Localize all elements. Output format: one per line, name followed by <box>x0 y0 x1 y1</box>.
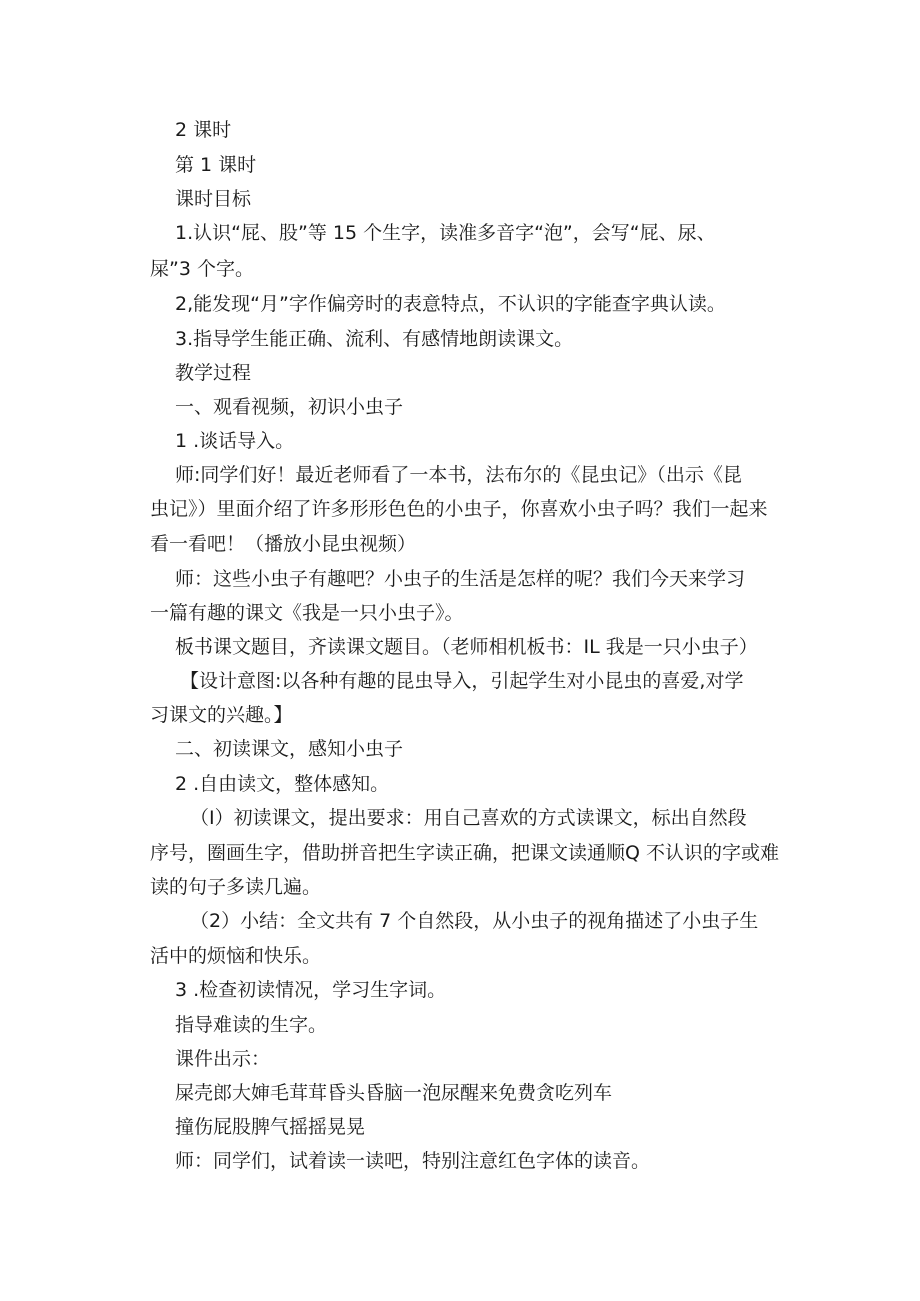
design-intent-note: 习课文的兴趣。】 <box>150 704 293 726</box>
text-line: 序号，圈画生字，借助拼音把生字读正确，把课文读通顺Q 不认识的字或难 <box>150 842 779 864</box>
text-line: 1 .谈话导入。 <box>175 430 295 452</box>
text-line: 2 课时 <box>175 119 232 141</box>
text-line: 屎”3 个字。 <box>150 258 254 280</box>
text-line: 教学过程 <box>175 362 252 384</box>
text-line: 虫记》）里面介绍了许多形形色色的小虫子，你喜欢小虫子吗？我们一起来 <box>150 498 768 520</box>
text-line: 看一看吧！（播放小昆虫视频） <box>150 533 417 555</box>
text-line: 2 .自由读文，整体感知。 <box>175 773 390 795</box>
text-line: 指导难读的生字。 <box>175 1014 328 1036</box>
text-line: 1.认识“屁、股”等 15 个生字，读准多音字“泡”，会写“屁、尿、 <box>175 222 716 244</box>
text-line: 课件出示： <box>175 1048 271 1070</box>
text-line: （2）小结：全文共有 7 个自然段，从小虫子的视角描述了小虫子生 <box>190 910 759 932</box>
text-line: 师:同学们好！最近老师看了一本书，法布尔的《昆虫记》（出示《昆 <box>175 464 742 486</box>
vocab-line: 屎壳郎大婶毛茸茸昏头昏脑一泡尿醒来免费贪吃列车 <box>175 1082 613 1104</box>
text-line: 师：这些小虫子有趣吧？小虫子的生活是怎样的呢？我们今天来学习 <box>175 568 746 590</box>
text-line: 3.指导学生能正确、流利、有感情地朗读课文。 <box>175 328 574 350</box>
text-line: 课时目标 <box>175 188 252 210</box>
text-line: 二、初读课文，感知小虫子 <box>175 738 404 760</box>
text-line: 活中的烦恼和快乐。 <box>150 945 322 967</box>
text-line: 第 1 课时 <box>175 154 257 176</box>
vocab-line: 撞伤屁股脾气摇摇晃晃 <box>175 1116 366 1138</box>
text-line: 一、观看视频，初识小虫子 <box>175 396 404 418</box>
text-line: 3 .检查初读情况，学习生字词。 <box>175 979 447 1001</box>
text-line: 读的句子多读几遍。 <box>150 876 322 898</box>
text-line: 2,能发现“月”字作偏旁时的表意特点，不认识的字能查字典认读。 <box>175 293 726 315</box>
text-line: 师：同学们，试着读一读吧，特别注意红色字体的读音。 <box>175 1150 651 1172</box>
text-line: （I）初读课文，提出要求：用自己喜欢的方式读课文，标出自然段 <box>190 807 747 829</box>
design-intent-note: 【设计意图:以各种有趣的昆虫导入，引起学生对小昆虫的喜爱,对学 <box>180 670 744 692</box>
text-line: 一篇有趣的课文《我是一只小虫子》。 <box>150 602 464 624</box>
text-line: 板书课文题目，齐读课文题目。（老师相机板书：IL 我是一只小虫子） <box>175 636 758 658</box>
